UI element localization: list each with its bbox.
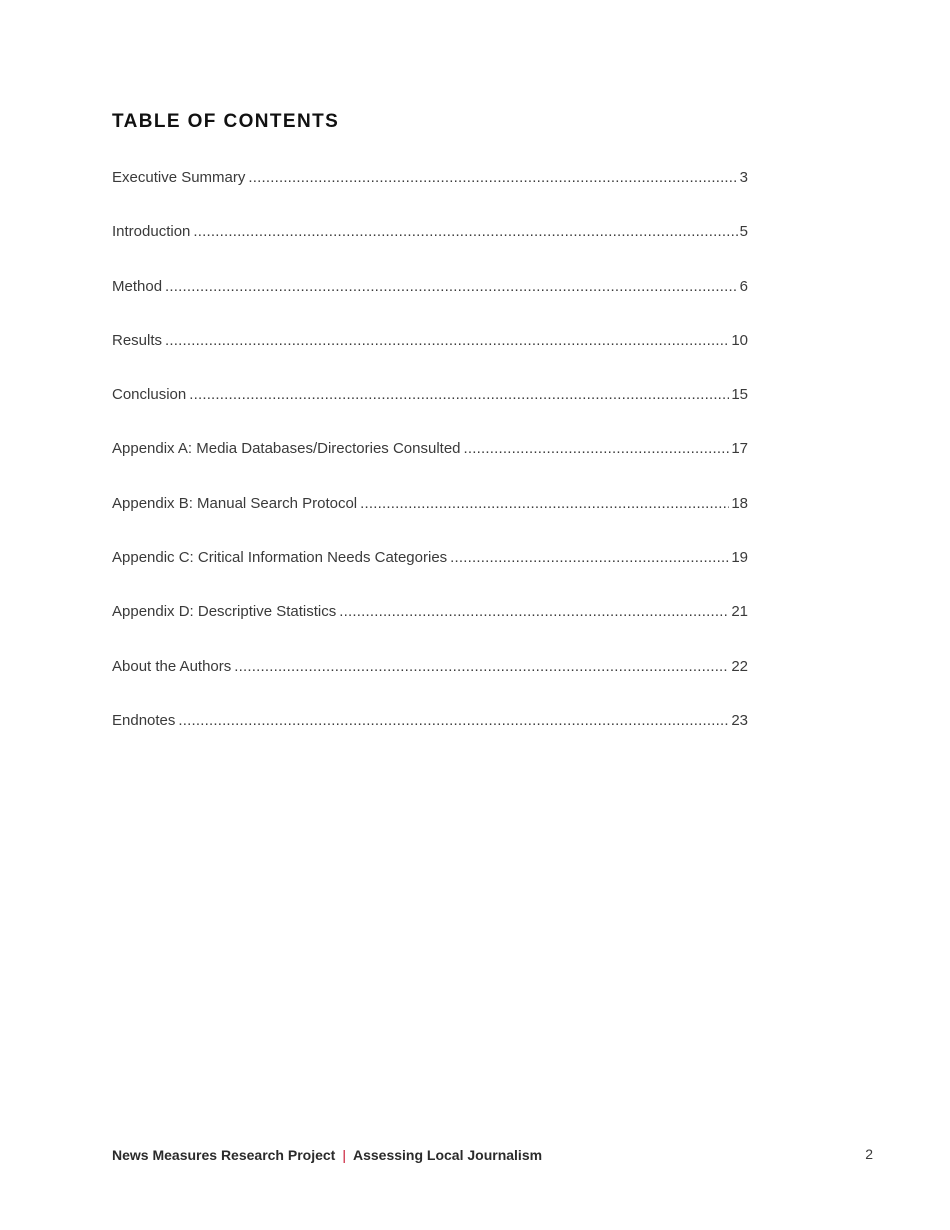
toc-entry-label: Appendic C: Critical Information Needs Categories	[112, 549, 448, 567]
toc-entry-page: 15	[731, 386, 748, 404]
toc-entry-appendix-d[interactable]	[112, 602, 748, 656]
toc-entry-label: About the Authors	[112, 657, 232, 675]
toc-entry-method[interactable]	[112, 277, 748, 331]
toc-entry-label: Conclusion	[112, 386, 187, 404]
toc-entry-page: 23	[731, 711, 748, 729]
dot-leader	[165, 331, 729, 351]
toc-entry-label: Appendix A: Media Databases/Directories Consulted	[112, 440, 461, 458]
toc-entry-label: Method	[112, 277, 163, 295]
toc-entry-page: 22	[731, 657, 748, 675]
toc-entry-label: Results	[112, 331, 163, 349]
page-title: TABLE OF CONTENTS	[112, 111, 340, 132]
toc-entry-label: Introduction	[112, 223, 191, 241]
toc-entry-appendix-c[interactable]	[112, 548, 748, 602]
footer-separator: |	[342, 1147, 346, 1163]
toc-entry-page: 10	[731, 331, 748, 349]
toc-entry-appendix-b[interactable]	[112, 494, 748, 548]
dot-leader	[450, 548, 729, 568]
toc-entry-label: Appendix D: Descriptive Statistics	[112, 603, 337, 621]
toc-entry-page: 18	[731, 494, 748, 512]
dot-leader	[339, 602, 729, 622]
toc-entry-page: 6	[739, 277, 748, 295]
toc-entry-page: 5	[739, 223, 748, 241]
toc-entry-label: Endnotes	[112, 711, 176, 729]
dot-leader	[234, 657, 729, 677]
dot-leader	[189, 385, 729, 405]
footer-report-title: Assessing Local Journalism	[352, 1147, 543, 1163]
toc-entry-conclusion[interactable]	[112, 385, 748, 439]
toc-entry-page: 17	[731, 440, 748, 458]
toc-entry-page: 21	[731, 603, 748, 621]
toc-entry-endnotes[interactable]	[112, 711, 748, 765]
toc-entry-appendix-a[interactable]	[112, 439, 748, 493]
dot-leader	[193, 222, 737, 242]
page-number: 2	[865, 1146, 873, 1162]
table-of-contents	[112, 168, 748, 765]
page-footer	[112, 1147, 542, 1163]
toc-entry-page: 19	[731, 549, 748, 567]
toc-entry-introduction[interactable]	[112, 222, 748, 276]
toc-entry-label: Executive Summary	[112, 169, 246, 186]
dot-leader	[178, 711, 729, 731]
toc-entry-about-the-authors[interactable]	[112, 657, 748, 711]
dot-leader	[248, 168, 737, 188]
dot-leader	[165, 277, 738, 297]
toc-entry-results[interactable]	[112, 331, 748, 385]
footer-project-name: News Measures Research Project	[112, 1147, 336, 1163]
toc-entry-executive-summary[interactable]	[112, 168, 748, 222]
dot-leader	[464, 439, 730, 459]
dot-leader	[360, 494, 729, 514]
toc-entry-label: Appendix B: Manual Search Protocol	[112, 494, 358, 512]
toc-entry-page: 3	[739, 169, 748, 186]
